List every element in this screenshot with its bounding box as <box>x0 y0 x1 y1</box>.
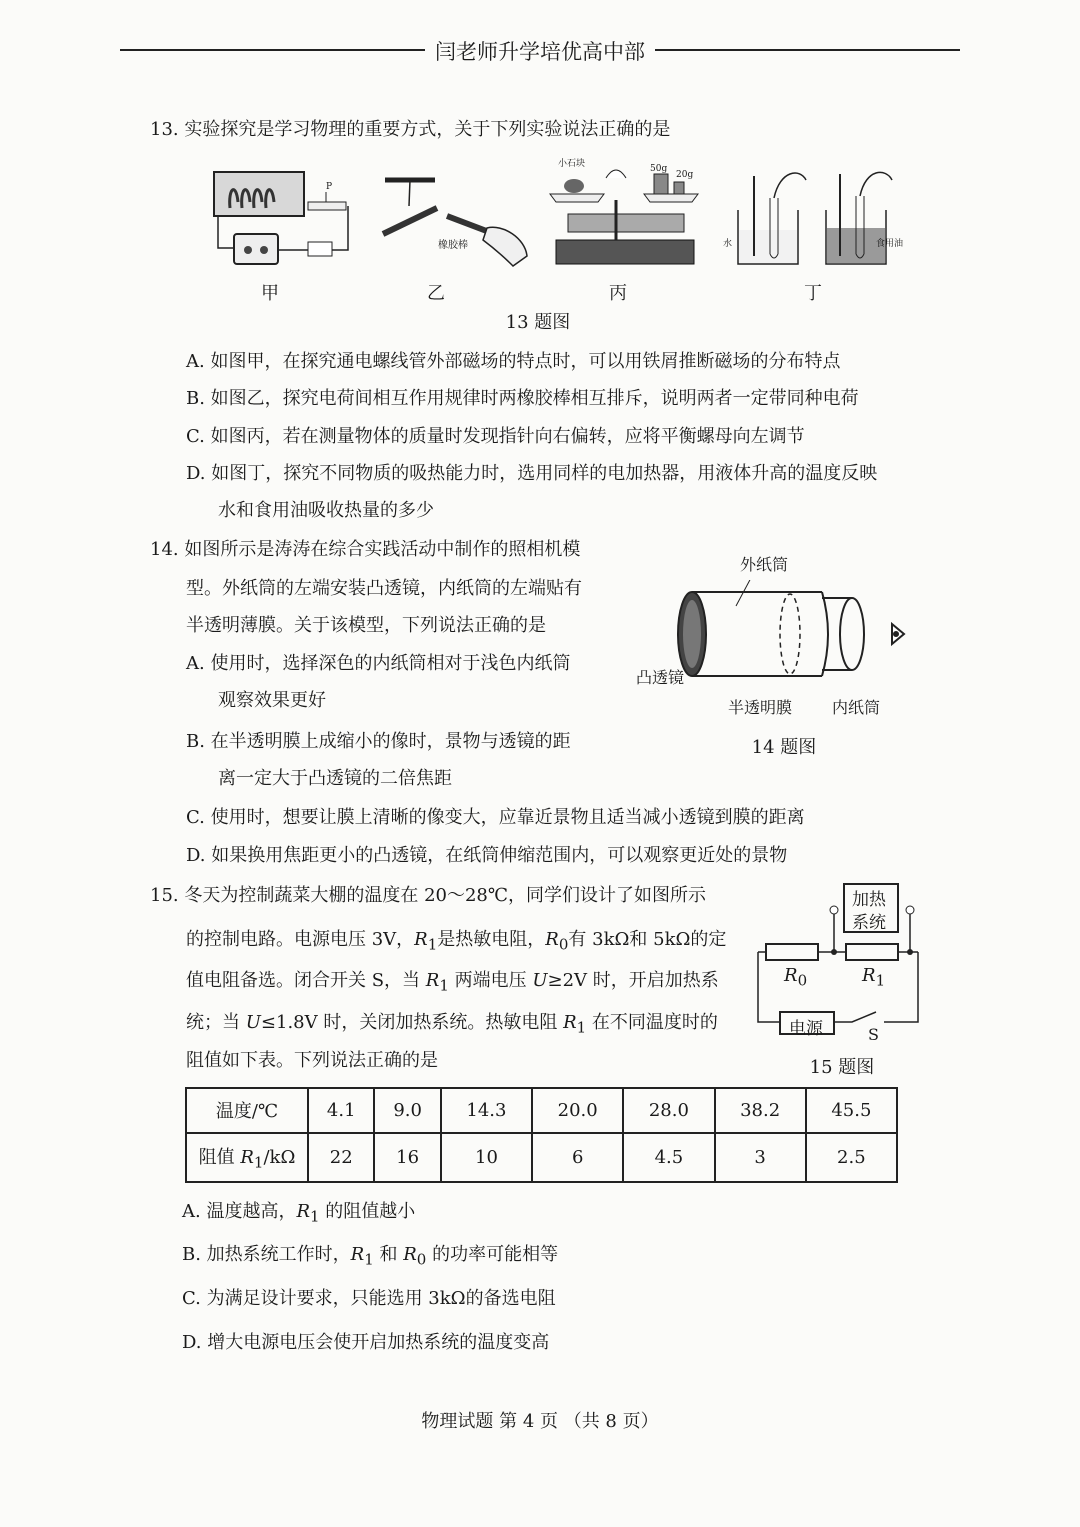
q14-stem-line1: 14. 如图所示是涛涛在综合实践活动中制作的照相机模 <box>150 539 581 560</box>
fig14-film-label: 半透明膜 <box>728 698 793 717</box>
table-cell: 4.5 <box>623 1133 714 1182</box>
fig15-switch-label: S <box>868 1025 879 1044</box>
fig-bing-50g: 50g <box>650 164 668 174</box>
fig-label-jia: 甲 <box>261 283 279 304</box>
q14-stem-line2: 型。外纸筒的左端安装凸透镜，内纸筒的左端贴有 <box>186 578 582 599</box>
q13-caption: 13 题图 <box>505 312 571 333</box>
q15-resistance-table <box>185 1087 898 1183</box>
table-cell: 45.5 <box>806 1088 897 1133</box>
fig15-r1-label: $R_1$ <box>862 965 886 990</box>
q15-stem-line3: 值电阻备选。闭合开关 S，当 $R_1$ 两端电压 U≥2V 时，开启加热系 <box>186 970 719 995</box>
fig15-power-label: 电源 <box>789 1019 823 1039</box>
table-row-temperature <box>186 1088 897 1133</box>
fig-jia-p-label: P <box>326 182 333 192</box>
q13-option-d-cont: 水和食用油吸收热量的多少 <box>218 500 434 521</box>
fig-ding-oil: 食用油 <box>876 239 904 249</box>
fig14-outer-label: 外纸筒 <box>740 555 789 574</box>
fig15-heater-label-2: 系统 <box>852 913 886 933</box>
q15-stem-line5: 阻值如下表。下列说法正确的是 <box>186 1050 438 1071</box>
table-cell: 9.0 <box>374 1088 440 1133</box>
q15-option-c: C. 为满足设计要求，只能选用 3kΩ的备选电阻 <box>182 1288 556 1309</box>
fig15-circuit <box>752 880 927 1040</box>
fig-label-yi: 乙 <box>427 283 445 304</box>
fig-yi-rods <box>375 172 535 277</box>
table-cell: 28.0 <box>623 1088 714 1133</box>
fig-label-ding: 丁 <box>804 283 822 304</box>
q14-caption: 14 题图 <box>751 737 817 758</box>
q14-option-a: A. 使用时，选择深色的内纸筒相对于浅色内纸筒 <box>186 653 571 674</box>
table-cell: 16 <box>374 1133 440 1182</box>
q14-stem-line3: 半透明薄膜。关于该模型，下列说法正确的是 <box>186 615 546 636</box>
q14-option-b-cont: 离一定大于凸透镜的二倍焦距 <box>218 768 452 789</box>
fig-bing-stone-label: 小石块 <box>558 159 586 169</box>
table-cell: 20.0 <box>532 1088 623 1133</box>
table-head-temperature: 温度/℃ <box>186 1088 308 1133</box>
q14-option-c: C. 使用时，想要让膜上清晰的像变大，应靠近景物且适当减小透镜到膜的距离 <box>186 807 805 828</box>
table-head-resistance: 阻值 $R_1/k\Omega$ <box>186 1133 308 1182</box>
page-footer: 物理试题 第 4 页 （共 8 页） <box>421 1411 659 1432</box>
q13-option-a: A. 如图甲，在探究通电螺线管外部磁场的特点时，可以用铁屑推断磁场的分布特点 <box>186 351 841 372</box>
header-title: 闫老师升学培优高中部 <box>0 36 1080 66</box>
fig-yi-rod-label: 橡胶棒 <box>438 240 468 251</box>
q14-option-b: B. 在半透明膜上成缩小的像时，景物与透镜的距 <box>186 731 571 752</box>
q13-stem: 13. 实验探究是学习物理的重要方式，关于下列实验说法正确的是 <box>150 119 671 140</box>
q15-stem-line2: 的控制电路。电源电压 3V，$R_1$是热敏电阻，$R_0$有 3kΩ和 5kΩ的定 <box>186 929 727 954</box>
q15-option-d: D. 增大电源电压会使开启加热系统的温度变高 <box>182 1332 550 1353</box>
table-cell: 6 <box>532 1133 623 1182</box>
q14-option-a-cont: 观察效果更好 <box>218 690 326 711</box>
table-cell: 14.3 <box>441 1088 532 1133</box>
table-cell: 22 <box>308 1133 374 1182</box>
table-cell: 2.5 <box>806 1133 897 1182</box>
fig-ding-beakers <box>730 166 915 268</box>
table-cell: 4.1 <box>308 1088 374 1133</box>
q15-caption: 15 题图 <box>809 1057 875 1078</box>
fig-ding-water: 水 <box>723 239 733 249</box>
q13-option-c: C. 如图丙，若在测量物体的质量时发现指针向右偏转，应将平衡螺母向左调节 <box>186 426 805 447</box>
q15-option-a: A. 温度越高，$R_1$ 的阻值越小 <box>182 1201 416 1226</box>
q15-option-b: B. 加热系统工作时，$R_1$ 和 $R_0$ 的功率可能相等 <box>182 1244 559 1269</box>
table-cell: 3 <box>715 1133 806 1182</box>
fig-label-bing: 丙 <box>609 283 627 304</box>
q14-option-d: D. 如果换用焦距更小的凸透镜，在纸筒伸缩范围内，可以观察更近处的景物 <box>186 845 788 866</box>
fig-jia-solenoid <box>208 168 358 278</box>
fig14-inner-label: 内纸筒 <box>832 698 881 717</box>
q13-option-b: B. 如图乙，探究电荷间相互作用规律时两橡胶棒相互排斥，说明两者一定带同种电荷 <box>186 388 859 409</box>
table-cell: 38.2 <box>715 1088 806 1133</box>
q13-option-d: D. 如图丁，探究不同物质的吸热能力时，选用同样的电加热器，用液体升高的温度反映 <box>186 463 878 484</box>
fig15-heater-label-1: 加热 <box>852 890 886 910</box>
q15-stem-line1: 15. 冬天为控制蔬菜大棚的温度在 20～28℃，同学们设计了如图所示 <box>150 885 707 906</box>
table-row-resistance <box>186 1133 897 1182</box>
fig15-r0-label: $R_0$ <box>784 965 808 990</box>
fig-bing-20g: 20g <box>676 170 694 180</box>
fig14-lens-label: 凸透镜 <box>636 668 685 687</box>
table-cell: 10 <box>441 1133 532 1182</box>
q15-stem-line4: 统；当 U≤1.8V 时，关闭加热系统。热敏电阻 $R_1$ 在不同温度时的 <box>186 1012 718 1037</box>
